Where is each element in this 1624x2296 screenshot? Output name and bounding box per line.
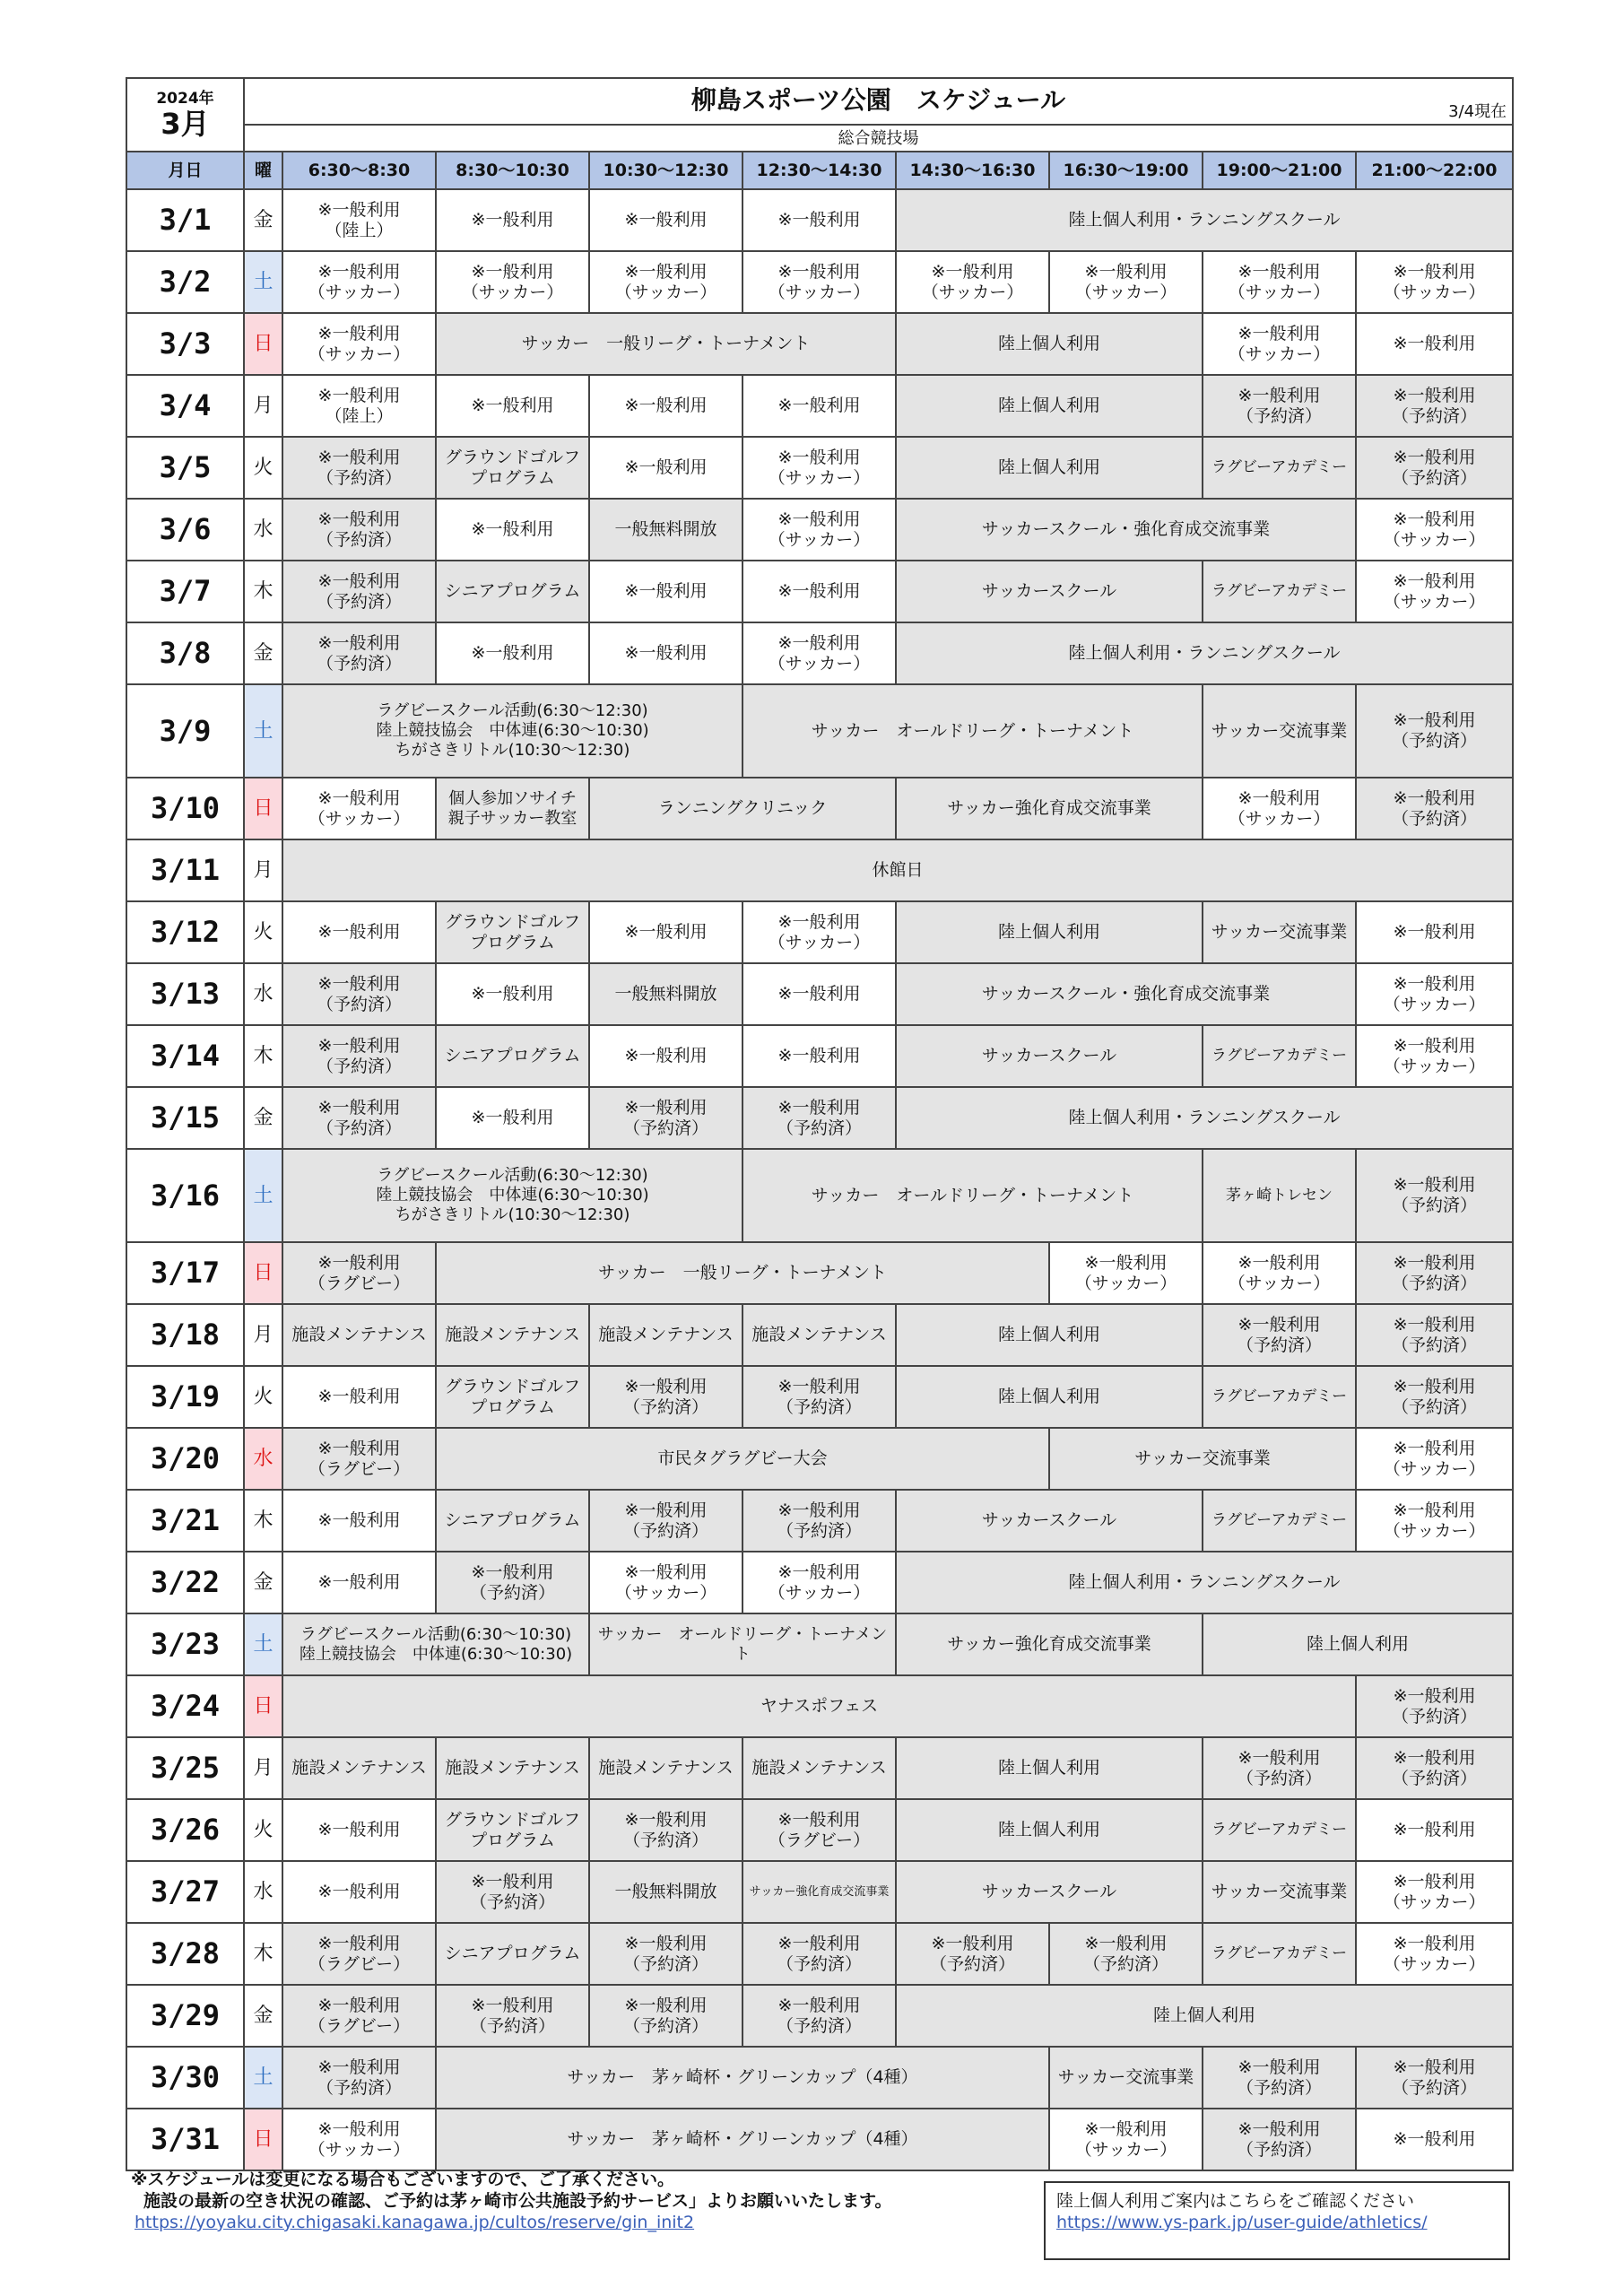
schedule-cell: 施設メンテナンス — [436, 1737, 589, 1799]
schedule-row — [126, 1490, 1513, 1552]
schedule-cell: ※一般利用 （予約済） — [589, 1087, 743, 1149]
column-header: 12:30～14:30 — [743, 152, 896, 189]
schedule-cell: ※一般利用 （予約済） — [282, 437, 436, 499]
schedule-cell: 施設メンテナンス — [589, 1737, 743, 1799]
page-title: 柳島スポーツ公園 スケジュール — [690, 84, 1066, 115]
schedule-row — [126, 901, 1513, 963]
notice-line-2: 施設の最新の空き状況の確認、ご予約は茅ヶ崎市公共施設予約サービス」よりお願いいたします。 — [143, 2191, 892, 2211]
date-cell: 3/29 — [126, 1985, 244, 2047]
schedule-cell: 陸上個人利用 — [896, 1366, 1203, 1428]
column-header: 21:00～22:00 — [1356, 152, 1513, 189]
schedule-cell: ※一般利用 （予約済） — [282, 622, 436, 684]
weekday-cell: 日 — [244, 313, 282, 375]
date-cell: 3/15 — [126, 1087, 244, 1149]
schedule-cell: ※一般利用 （サッカー） — [743, 901, 896, 963]
schedule-row — [126, 1366, 1513, 1428]
schedule-cell: ※一般利用 （予約済） — [1356, 437, 1513, 499]
schedule-cell: サッカースクール・強化育成交流事業 — [896, 963, 1356, 1025]
schedule-cell: ラグビーアカデミー — [1203, 437, 1356, 499]
schedule-cell: ※一般利用 （予約済） — [1356, 1737, 1513, 1799]
title-cell — [244, 78, 1513, 125]
schedule-cell: ※一般利用 （予約済） — [1356, 1242, 1513, 1304]
schedule-cell: ラグビースクール活動(6:30～10:30) 陸上競技協会 中体連(6:30～10:30) — [282, 1613, 589, 1675]
weekday-cell: 木 — [244, 1025, 282, 1087]
schedule-cell: ※一般利用 — [1356, 2109, 1513, 2170]
date-cell: 3/24 — [126, 1675, 244, 1737]
schedule-cell: シニアプログラム — [436, 1923, 589, 1985]
date-cell: 3/14 — [126, 1025, 244, 1087]
column-header-row — [126, 152, 1513, 189]
schedule-cell: ※一般利用 （サッカー） — [743, 1552, 896, 1613]
schedule-cell: ※一般利用 — [589, 622, 743, 684]
date-cell: 3/11 — [126, 839, 244, 901]
schedule-cell: グラウンドゴルフ プログラム — [436, 1366, 589, 1428]
schedule-row — [126, 189, 1513, 251]
schedule-cell: ※一般利用 — [743, 375, 896, 437]
column-header: 16:30～19:00 — [1049, 152, 1203, 189]
schedule-cell: 陸上個人利用 — [896, 375, 1203, 437]
schedule-cell: ※一般利用 — [436, 622, 589, 684]
schedule-cell: シニアプログラム — [436, 1025, 589, 1087]
schedule-cell: ※一般利用 （ラグビー） — [282, 1985, 436, 2047]
date-cell: 3/31 — [126, 2109, 244, 2170]
weekday-cell: 水 — [244, 499, 282, 561]
date-cell: 3/25 — [126, 1737, 244, 1799]
schedule-row — [126, 1242, 1513, 1304]
schedule-cell: ※一般利用 （予約済） — [743, 1985, 896, 2047]
date-cell: 3/27 — [126, 1861, 244, 1923]
schedule-cell: 陸上個人利用 — [896, 313, 1203, 375]
date-cell: 3/26 — [126, 1799, 244, 1861]
schedule-cell: ※一般利用 — [282, 1861, 436, 1923]
schedule-cell: サッカー 茅ヶ崎杯・グリーンカップ（4種） — [436, 2047, 1049, 2109]
date-cell: 3/18 — [126, 1304, 244, 1366]
schedule-cell: ※一般利用 （予約済） — [282, 1087, 436, 1149]
schedule-cell: ※一般利用 — [589, 1025, 743, 1087]
schedule-cell: ※一般利用 （サッカー） — [743, 251, 896, 313]
schedule-row — [126, 778, 1513, 839]
schedule-cell: ※一般利用 （予約済） — [1356, 1675, 1513, 1737]
schedule-cell: ※一般利用 （サッカー） — [1049, 2109, 1203, 2170]
weekday-cell: 火 — [244, 437, 282, 499]
schedule-cell: 陸上個人利用 — [896, 1304, 1203, 1366]
schedule-cell: ※一般利用 （予約済） — [1049, 1923, 1203, 1985]
schedule-cell: ※一般利用 （サッカー） — [1356, 561, 1513, 622]
schedule-cell: ※一般利用 （予約済） — [589, 1490, 743, 1552]
schedule-cell: ※一般利用 — [282, 901, 436, 963]
schedule-cell: グラウンドゴルフ プログラム — [436, 437, 589, 499]
schedule-cell: サッカー交流事業 — [1203, 901, 1356, 963]
venue-label: 総合競技場 — [244, 125, 1513, 152]
schedule-cell: ※一般利用 （ラグビー） — [282, 1242, 436, 1304]
schedule-cell: 茅ヶ崎トレセン — [1203, 1149, 1356, 1242]
weekday-cell: 土 — [244, 251, 282, 313]
schedule-cell: 一般無料開放 — [589, 499, 743, 561]
schedule-cell: ※一般利用 （陸上） — [282, 375, 436, 437]
schedule-cell: シニアプログラム — [436, 1490, 589, 1552]
weekday-cell: 日 — [244, 2109, 282, 2170]
schedule-row — [126, 2109, 1513, 2170]
schedule-cell: 陸上個人利用 — [1203, 1613, 1513, 1675]
weekday-cell: 土 — [244, 684, 282, 778]
notice-line-1: ※スケジュールは変更になる場合もございますので、ご了承ください。 — [131, 2170, 674, 2189]
reservation-link[interactable]: https://yoyaku.city.chigasaki.kanagawa.jp/cultos/reserve/gin_init2 — [135, 2213, 695, 2232]
schedule-row — [126, 1149, 1513, 1242]
schedule-cell: ※一般利用 （予約済） — [1203, 2109, 1356, 2170]
column-header: 6:30～8:30 — [282, 152, 436, 189]
athletics-info-link[interactable]: https://www.ys-park.jp/user-guide/athletics/ — [1056, 2213, 1428, 2232]
schedule-cell: ※一般利用 — [589, 901, 743, 963]
schedule-cell: 陸上個人利用 — [896, 901, 1203, 963]
schedule-row — [126, 1304, 1513, 1366]
date-cell: 3/22 — [126, 1552, 244, 1613]
schedule-cell: ※一般利用 （サッカー） — [743, 622, 896, 684]
schedule-cell: ※一般利用 — [282, 1490, 436, 1552]
schedule-row — [126, 839, 1513, 901]
schedule-cell: ラグビーアカデミー — [1203, 1025, 1356, 1087]
year-label: 2024年 — [156, 90, 214, 108]
weekday-cell: 日 — [244, 1242, 282, 1304]
schedule-cell: ※一般利用 — [589, 561, 743, 622]
schedule-cell: ※一般利用 （予約済） — [282, 963, 436, 1025]
schedule-cell: 陸上個人利用 — [896, 1799, 1203, 1861]
schedule-cell: ※一般利用 （予約済） — [1203, 2047, 1356, 2109]
column-header: 曜 — [244, 152, 282, 189]
column-header: 14:30～16:30 — [896, 152, 1049, 189]
weekday-cell: 月 — [244, 839, 282, 901]
schedule-cell: ※一般利用 （サッカー） — [1356, 963, 1513, 1025]
schedule-cell: サッカー オールドリーグ・トーナメント — [589, 1613, 896, 1675]
date-cell: 3/3 — [126, 313, 244, 375]
schedule-row — [126, 963, 1513, 1025]
schedule-cell: 施設メンテナンス — [282, 1737, 436, 1799]
schedule-cell: ランニングクリニック — [589, 778, 896, 839]
schedule-cell: ※一般利用 （予約済） — [1203, 1737, 1356, 1799]
date-cell: 3/19 — [126, 1366, 244, 1428]
schedule-cell: サッカー交流事業 — [1203, 1861, 1356, 1923]
schedule-row — [126, 313, 1513, 375]
schedule-cell: サッカースクール — [896, 1490, 1203, 1552]
weekday-cell: 金 — [244, 1087, 282, 1149]
schedule-row — [126, 1428, 1513, 1490]
date-cell: 3/10 — [126, 778, 244, 839]
schedule-cell: ※一般利用 （サッカー） — [282, 2109, 436, 2170]
schedule-row — [126, 1087, 1513, 1149]
date-cell: 3/7 — [126, 561, 244, 622]
date-cell: 3/28 — [126, 1923, 244, 1985]
schedule-cell: サッカー交流事業 — [1049, 1428, 1356, 1490]
schedule-cell: サッカー オールドリーグ・トーナメント — [743, 1149, 1203, 1242]
schedule-cell: ※一般利用 （予約済） — [589, 1985, 743, 2047]
date-cell: 3/1 — [126, 189, 244, 251]
weekday-cell: 金 — [244, 622, 282, 684]
schedule-cell: サッカー 一般リーグ・トーナメント — [436, 1242, 1049, 1304]
weekday-cell: 火 — [244, 901, 282, 963]
schedule-cell: ラグビーアカデミー — [1203, 1799, 1356, 1861]
date-cell: 3/16 — [126, 1149, 244, 1242]
date-cell: 3/23 — [126, 1613, 244, 1675]
schedule-row — [126, 1737, 1513, 1799]
weekday-cell: 月 — [244, 375, 282, 437]
schedule-cell: ※一般利用 — [589, 189, 743, 251]
schedule-cell: ※一般利用 — [436, 499, 589, 561]
schedule-cell: 陸上個人利用・ランニングスクール — [896, 622, 1513, 684]
weekday-cell: 木 — [244, 1923, 282, 1985]
schedule-cell: 陸上個人利用・ランニングスクール — [896, 1087, 1513, 1149]
schedule-cell: ※一般利用 （サッカー） — [1203, 251, 1356, 313]
schedule-row — [126, 251, 1513, 313]
schedule-cell: サッカースクール — [896, 1861, 1203, 1923]
schedule-cell: ※一般利用 （予約済） — [282, 2047, 436, 2109]
schedule-cell: サッカー強化育成交流事業 — [896, 1613, 1203, 1675]
schedule-cell: サッカー交流事業 — [1049, 2047, 1203, 2109]
schedule-cell: ※一般利用 — [436, 1087, 589, 1149]
schedule-row — [126, 684, 1513, 778]
weekday-cell: 水 — [244, 1428, 282, 1490]
schedule-cell: ※一般利用 （予約済） — [896, 1923, 1049, 1985]
schedule-cell: ※一般利用 — [589, 375, 743, 437]
weekday-cell: 木 — [244, 561, 282, 622]
schedule-cell: ※一般利用 （サッカー） — [1203, 1242, 1356, 1304]
column-header: 10:30～12:30 — [589, 152, 743, 189]
schedule-cell: ラグビーアカデミー — [1203, 1366, 1356, 1428]
schedule-cell: サッカー強化育成交流事業 — [743, 1861, 896, 1923]
year-month-cell — [126, 78, 244, 152]
schedule-cell: ※一般利用 （サッカー） — [743, 437, 896, 499]
schedule-row — [126, 1613, 1513, 1675]
schedule-cell: ※一般利用 （予約済） — [1356, 778, 1513, 839]
schedule-cell: ※一般利用 （サッカー） — [1356, 1428, 1513, 1490]
schedule-cell: ※一般利用 （予約済） — [743, 1087, 896, 1149]
weekday-cell: 日 — [244, 1675, 282, 1737]
weekday-cell: 月 — [244, 1737, 282, 1799]
weekday-cell: 木 — [244, 1490, 282, 1552]
schedule-cell: ※一般利用 （ラグビー） — [282, 1923, 436, 1985]
weekday-cell: 日 — [244, 778, 282, 839]
date-cell: 3/20 — [126, 1428, 244, 1490]
schedule-cell: ※一般利用 （サッカー） — [1049, 1242, 1203, 1304]
schedule-cell: ※一般利用 （予約済） — [589, 1366, 743, 1428]
schedule-row — [126, 1799, 1513, 1861]
schedule-row — [126, 1861, 1513, 1923]
schedule-row — [126, 561, 1513, 622]
schedule-cell: 施設メンテナンス — [282, 1304, 436, 1366]
weekday-cell: 水 — [244, 1861, 282, 1923]
schedule-cell: 陸上個人利用・ランニングスクール — [896, 1552, 1513, 1613]
schedule-cell: ※一般利用 （サッカー） — [1203, 313, 1356, 375]
schedule-cell: グラウンドゴルフ プログラム — [436, 901, 589, 963]
schedule-row — [126, 2047, 1513, 2109]
schedule-row — [126, 1552, 1513, 1613]
weekday-cell: 月 — [244, 1304, 282, 1366]
schedule-cell: ※一般利用 — [436, 963, 589, 1025]
schedule-cell: ※一般利用 （予約済） — [589, 1923, 743, 1985]
schedule-cell: ※一般利用 （サッカー） — [743, 499, 896, 561]
schedule-cell: ※一般利用 — [1356, 901, 1513, 963]
schedule-cell: ※一般利用 （予約済） — [743, 1490, 896, 1552]
weekday-cell: 金 — [244, 1985, 282, 2047]
schedule-cell: 陸上個人利用 — [896, 437, 1203, 499]
footer-notes — [131, 2169, 1028, 2233]
schedule-row — [126, 1025, 1513, 1087]
schedule-cell: ※一般利用 — [436, 375, 589, 437]
schedule-cell: ※一般利用 （予約済） — [589, 1799, 743, 1861]
schedule-cell: ※一般利用 （予約済） — [1356, 1366, 1513, 1428]
schedule-cell: 施設メンテナンス — [436, 1304, 589, 1366]
schedule-cell: ※一般利用 （サッカー） — [896, 251, 1049, 313]
schedule-cell: 個人参加ソサイチ 親子サッカー教室 — [436, 778, 589, 839]
schedule-cell: ※一般利用 （予約済） — [282, 561, 436, 622]
schedule-cell: サッカー 茅ヶ崎杯・グリーンカップ（4種） — [436, 2109, 1049, 2170]
date-cell: 3/4 — [126, 375, 244, 437]
schedule-cell: ラグビーアカデミー — [1203, 1490, 1356, 1552]
weekday-cell: 土 — [244, 1613, 282, 1675]
schedule-cell: ※一般利用 — [282, 1552, 436, 1613]
as-of-date: 3/4現在 — [1448, 102, 1507, 121]
schedule-row — [126, 1923, 1513, 1985]
column-header: 月日 — [126, 152, 244, 189]
schedule-cell: ※一般利用 （サッカー） — [436, 251, 589, 313]
schedule-row — [126, 622, 1513, 684]
schedule-cell: 市民タグラグビー大会 — [436, 1428, 1049, 1490]
schedule-sheet — [126, 77, 1512, 2171]
schedule-cell: ヤナスポフェス — [282, 1675, 1356, 1737]
schedule-cell: サッカースクール・強化育成交流事業 — [896, 499, 1356, 561]
schedule-cell: サッカー強化育成交流事業 — [896, 778, 1203, 839]
schedule-cell: サッカースクール — [896, 1025, 1203, 1087]
schedule-cell: ラグビースクール活動(6:30～12:30) 陸上競技協会 中体連(6:30～10:30) ちがさきリトル(10:30～12:30) — [282, 684, 743, 778]
schedule-cell: 施設メンテナンス — [589, 1304, 743, 1366]
schedule-cell: ※一般利用 （サッカー） — [1049, 251, 1203, 313]
schedule-cell: サッカー交流事業 — [1203, 684, 1356, 778]
schedule-cell: 陸上個人利用 — [896, 1737, 1203, 1799]
schedule-row — [126, 1985, 1513, 2047]
date-cell: 3/30 — [126, 2047, 244, 2109]
schedule-cell: ※一般利用 （ラグビー） — [743, 1799, 896, 1861]
weekday-cell: 土 — [244, 1149, 282, 1242]
schedule-cell: ※一般利用 （予約済） — [436, 1985, 589, 2047]
schedule-cell: ラグビーアカデミー — [1203, 1923, 1356, 1985]
column-header: 8:30～10:30 — [436, 152, 589, 189]
schedule-cell: ※一般利用 — [743, 189, 896, 251]
month-label: 3月 — [161, 107, 210, 141]
schedule-cell: 施設メンテナンス — [743, 1737, 896, 1799]
schedule-cell: ※一般利用 （予約済） — [1356, 1149, 1513, 1242]
weekday-cell: 金 — [244, 189, 282, 251]
schedule-cell: ※一般利用 （サッカー） — [282, 778, 436, 839]
schedule-cell: 陸上個人利用・ランニングスクール — [896, 189, 1513, 251]
date-cell: 3/12 — [126, 901, 244, 963]
schedule-cell: ※一般利用 （サッカー） — [1356, 251, 1513, 313]
schedule-cell: ※一般利用 — [1356, 1799, 1513, 1861]
schedule-cell: ※一般利用 （サッカー） — [282, 251, 436, 313]
schedule-cell: ※一般利用 （サッカー） — [1203, 778, 1356, 839]
schedule-cell: 一般無料開放 — [589, 1861, 743, 1923]
schedule-cell: ※一般利用 （サッカー） — [589, 1552, 743, 1613]
schedule-row — [126, 375, 1513, 437]
schedule-cell: サッカー 一般リーグ・トーナメント — [436, 313, 896, 375]
athletics-info-box — [1044, 2181, 1510, 2260]
schedule-cell: 陸上個人利用 — [896, 1985, 1513, 2047]
date-cell: 3/13 — [126, 963, 244, 1025]
schedule-cell: ※一般利用 （予約済） — [1356, 1304, 1513, 1366]
athletics-info-text: 陸上個人利用ご案内はこちらをご確認ください — [1056, 2191, 1415, 2211]
schedule-cell: 施設メンテナンス — [743, 1304, 896, 1366]
schedule-cell: 一般無料開放 — [589, 963, 743, 1025]
schedule-cell: ※一般利用 （予約済） — [1356, 2047, 1513, 2109]
schedule-cell: ※一般利用 （サッカー） — [282, 313, 436, 375]
date-cell: 3/6 — [126, 499, 244, 561]
date-cell: 3/21 — [126, 1490, 244, 1552]
schedule-cell: ※一般利用 （予約済） — [1203, 375, 1356, 437]
schedule-cell: ※一般利用 — [282, 1366, 436, 1428]
weekday-cell: 火 — [244, 1799, 282, 1861]
schedule-cell: ※一般利用 （サッカー） — [589, 251, 743, 313]
schedule-cell: ※一般利用 — [436, 189, 589, 251]
schedule-cell: ※一般利用 （予約済） — [743, 1366, 896, 1428]
schedule-cell: ※一般利用 （予約済） — [282, 1025, 436, 1087]
schedule-cell: ※一般利用 （サッカー） — [1356, 1490, 1513, 1552]
schedule-cell: ※一般利用 （予約済） — [743, 1923, 896, 1985]
schedule-cell: ※一般利用 — [743, 1025, 896, 1087]
schedule-cell: ラグビーアカデミー — [1203, 561, 1356, 622]
schedule-cell: ※一般利用 （サッカー） — [1356, 1025, 1513, 1087]
schedule-row — [126, 437, 1513, 499]
schedule-cell: シニアプログラム — [436, 561, 589, 622]
schedule-cell: ※一般利用 — [589, 437, 743, 499]
weekday-cell: 金 — [244, 1552, 282, 1613]
schedule-cell: ※一般利用 （予約済） — [436, 1552, 589, 1613]
schedule-cell: ※一般利用 （予約済） — [1203, 1304, 1356, 1366]
weekday-cell: 火 — [244, 1366, 282, 1428]
schedule-cell: グラウンドゴルフ プログラム — [436, 1799, 589, 1861]
schedule-cell: ※一般利用 （予約済） — [436, 1861, 589, 1923]
date-cell: 3/8 — [126, 622, 244, 684]
date-cell: 3/17 — [126, 1242, 244, 1304]
column-header: 19:00～21:00 — [1203, 152, 1356, 189]
schedule-cell: 休館日 — [282, 839, 1513, 901]
schedule-cell: ※一般利用 （予約済） — [282, 499, 436, 561]
schedule-cell: ※一般利用 — [282, 1799, 436, 1861]
schedule-cell: ※一般利用 （予約済） — [1356, 684, 1513, 778]
date-cell: 3/5 — [126, 437, 244, 499]
schedule-cell: サッカー オールドリーグ・トーナメント — [743, 684, 1203, 778]
schedule-cell: ※一般利用 （サッカー） — [1356, 1923, 1513, 1985]
weekday-cell: 水 — [244, 963, 282, 1025]
schedule-row — [126, 1675, 1513, 1737]
date-cell: 3/2 — [126, 251, 244, 313]
weekday-cell: 土 — [244, 2047, 282, 2109]
schedule-cell: ※一般利用 — [1356, 313, 1513, 375]
schedule-cell: ※一般利用 （サッカー） — [1356, 1861, 1513, 1923]
schedule-cell: サッカースクール — [896, 561, 1203, 622]
schedule-cell: ※一般利用 （サッカー） — [1356, 499, 1513, 561]
schedule-cell: ※一般利用 — [743, 561, 896, 622]
schedule-cell: ※一般利用 （予約済） — [1356, 375, 1513, 437]
schedule-cell: ※一般利用 — [743, 963, 896, 1025]
schedule-cell: ラグビースクール活動(6:30～12:30) 陸上競技協会 中体連(6:30～10:30) ちがさきリトル(10:30～12:30) — [282, 1149, 743, 1242]
schedule-cell: ※一般利用 （ラグビー） — [282, 1428, 436, 1490]
schedule-table — [126, 77, 1514, 2171]
schedule-row — [126, 499, 1513, 561]
date-cell: 3/9 — [126, 684, 244, 778]
schedule-cell: ※一般利用 （陸上） — [282, 189, 436, 251]
